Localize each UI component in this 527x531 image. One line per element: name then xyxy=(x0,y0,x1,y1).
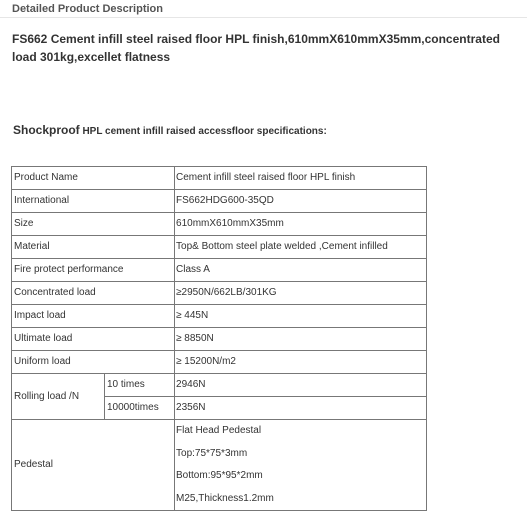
rolling-sub-value: 2356N xyxy=(175,397,427,420)
table-row xyxy=(12,167,427,190)
row-value: ≥ 15200N/m2 xyxy=(175,351,427,374)
row-value: FS662HDG600-35QD xyxy=(175,190,427,213)
row-value: Cement infill steel raised floor HPL finish xyxy=(175,167,427,190)
pedestal-line: Bottom:95*95*2mm xyxy=(176,470,263,481)
table-row xyxy=(12,213,427,236)
header-divider xyxy=(0,17,527,18)
row-value: ≥ 445N xyxy=(175,305,427,328)
table-row xyxy=(12,374,427,397)
row-label: Fire protect performance xyxy=(12,259,175,282)
row-value: Class A xyxy=(175,259,427,282)
section-title: Detailed Product Description xyxy=(12,3,163,15)
table-row xyxy=(12,259,427,282)
table-row xyxy=(12,328,427,351)
pedestal-line: M25,Thickness1.2mm xyxy=(176,492,274,504)
table-row xyxy=(12,305,427,328)
pedestal-label: Pedestal xyxy=(12,420,175,511)
rolling-sub-label: 10 times xyxy=(105,374,175,397)
row-value: 610mmX610mmX35mm xyxy=(175,213,427,236)
table-row xyxy=(12,236,427,259)
row-label: Concentrated load xyxy=(12,282,175,305)
pedestal-line: Flat Head Pedestal xyxy=(176,425,262,436)
row-label: Product Name xyxy=(12,167,175,190)
spec-title-lead: Shockproof xyxy=(13,123,80,137)
row-value: Top& Bottom steel plate welded ,Cement infilled xyxy=(175,236,427,259)
row-label: Impact load xyxy=(12,305,175,328)
product-headline: FS662 Cement infill steel raised floor HPL finish,610mmX610mmX35mm,concentrated load 301kg,excellet flatness xyxy=(12,32,500,64)
rolling-sub-label: 10000times xyxy=(105,397,175,420)
spec-table xyxy=(11,166,427,511)
rolling-load-label: Rolling load /N xyxy=(12,374,105,420)
row-label: Material xyxy=(12,236,175,259)
row-label: Size xyxy=(12,213,175,236)
row-value: ≥ 8850N xyxy=(175,328,427,351)
rolling-sub-value: 2946N xyxy=(175,374,427,397)
spec-title xyxy=(13,121,327,139)
row-label: International xyxy=(12,190,175,213)
table-row xyxy=(12,190,427,213)
table-row xyxy=(12,282,427,305)
table-row xyxy=(12,420,427,511)
table-row xyxy=(12,351,427,374)
spec-title-rest: HPL cement infill raised accessfloor specifications: xyxy=(79,126,327,137)
row-value: ≥2950N/662LB/301KG xyxy=(175,282,427,305)
pedestal-details xyxy=(175,420,427,511)
row-label: Ultimate load xyxy=(12,328,175,351)
row-label: Uniform load xyxy=(12,351,175,374)
pedestal-line: Top:75*75*3mm xyxy=(176,447,248,459)
